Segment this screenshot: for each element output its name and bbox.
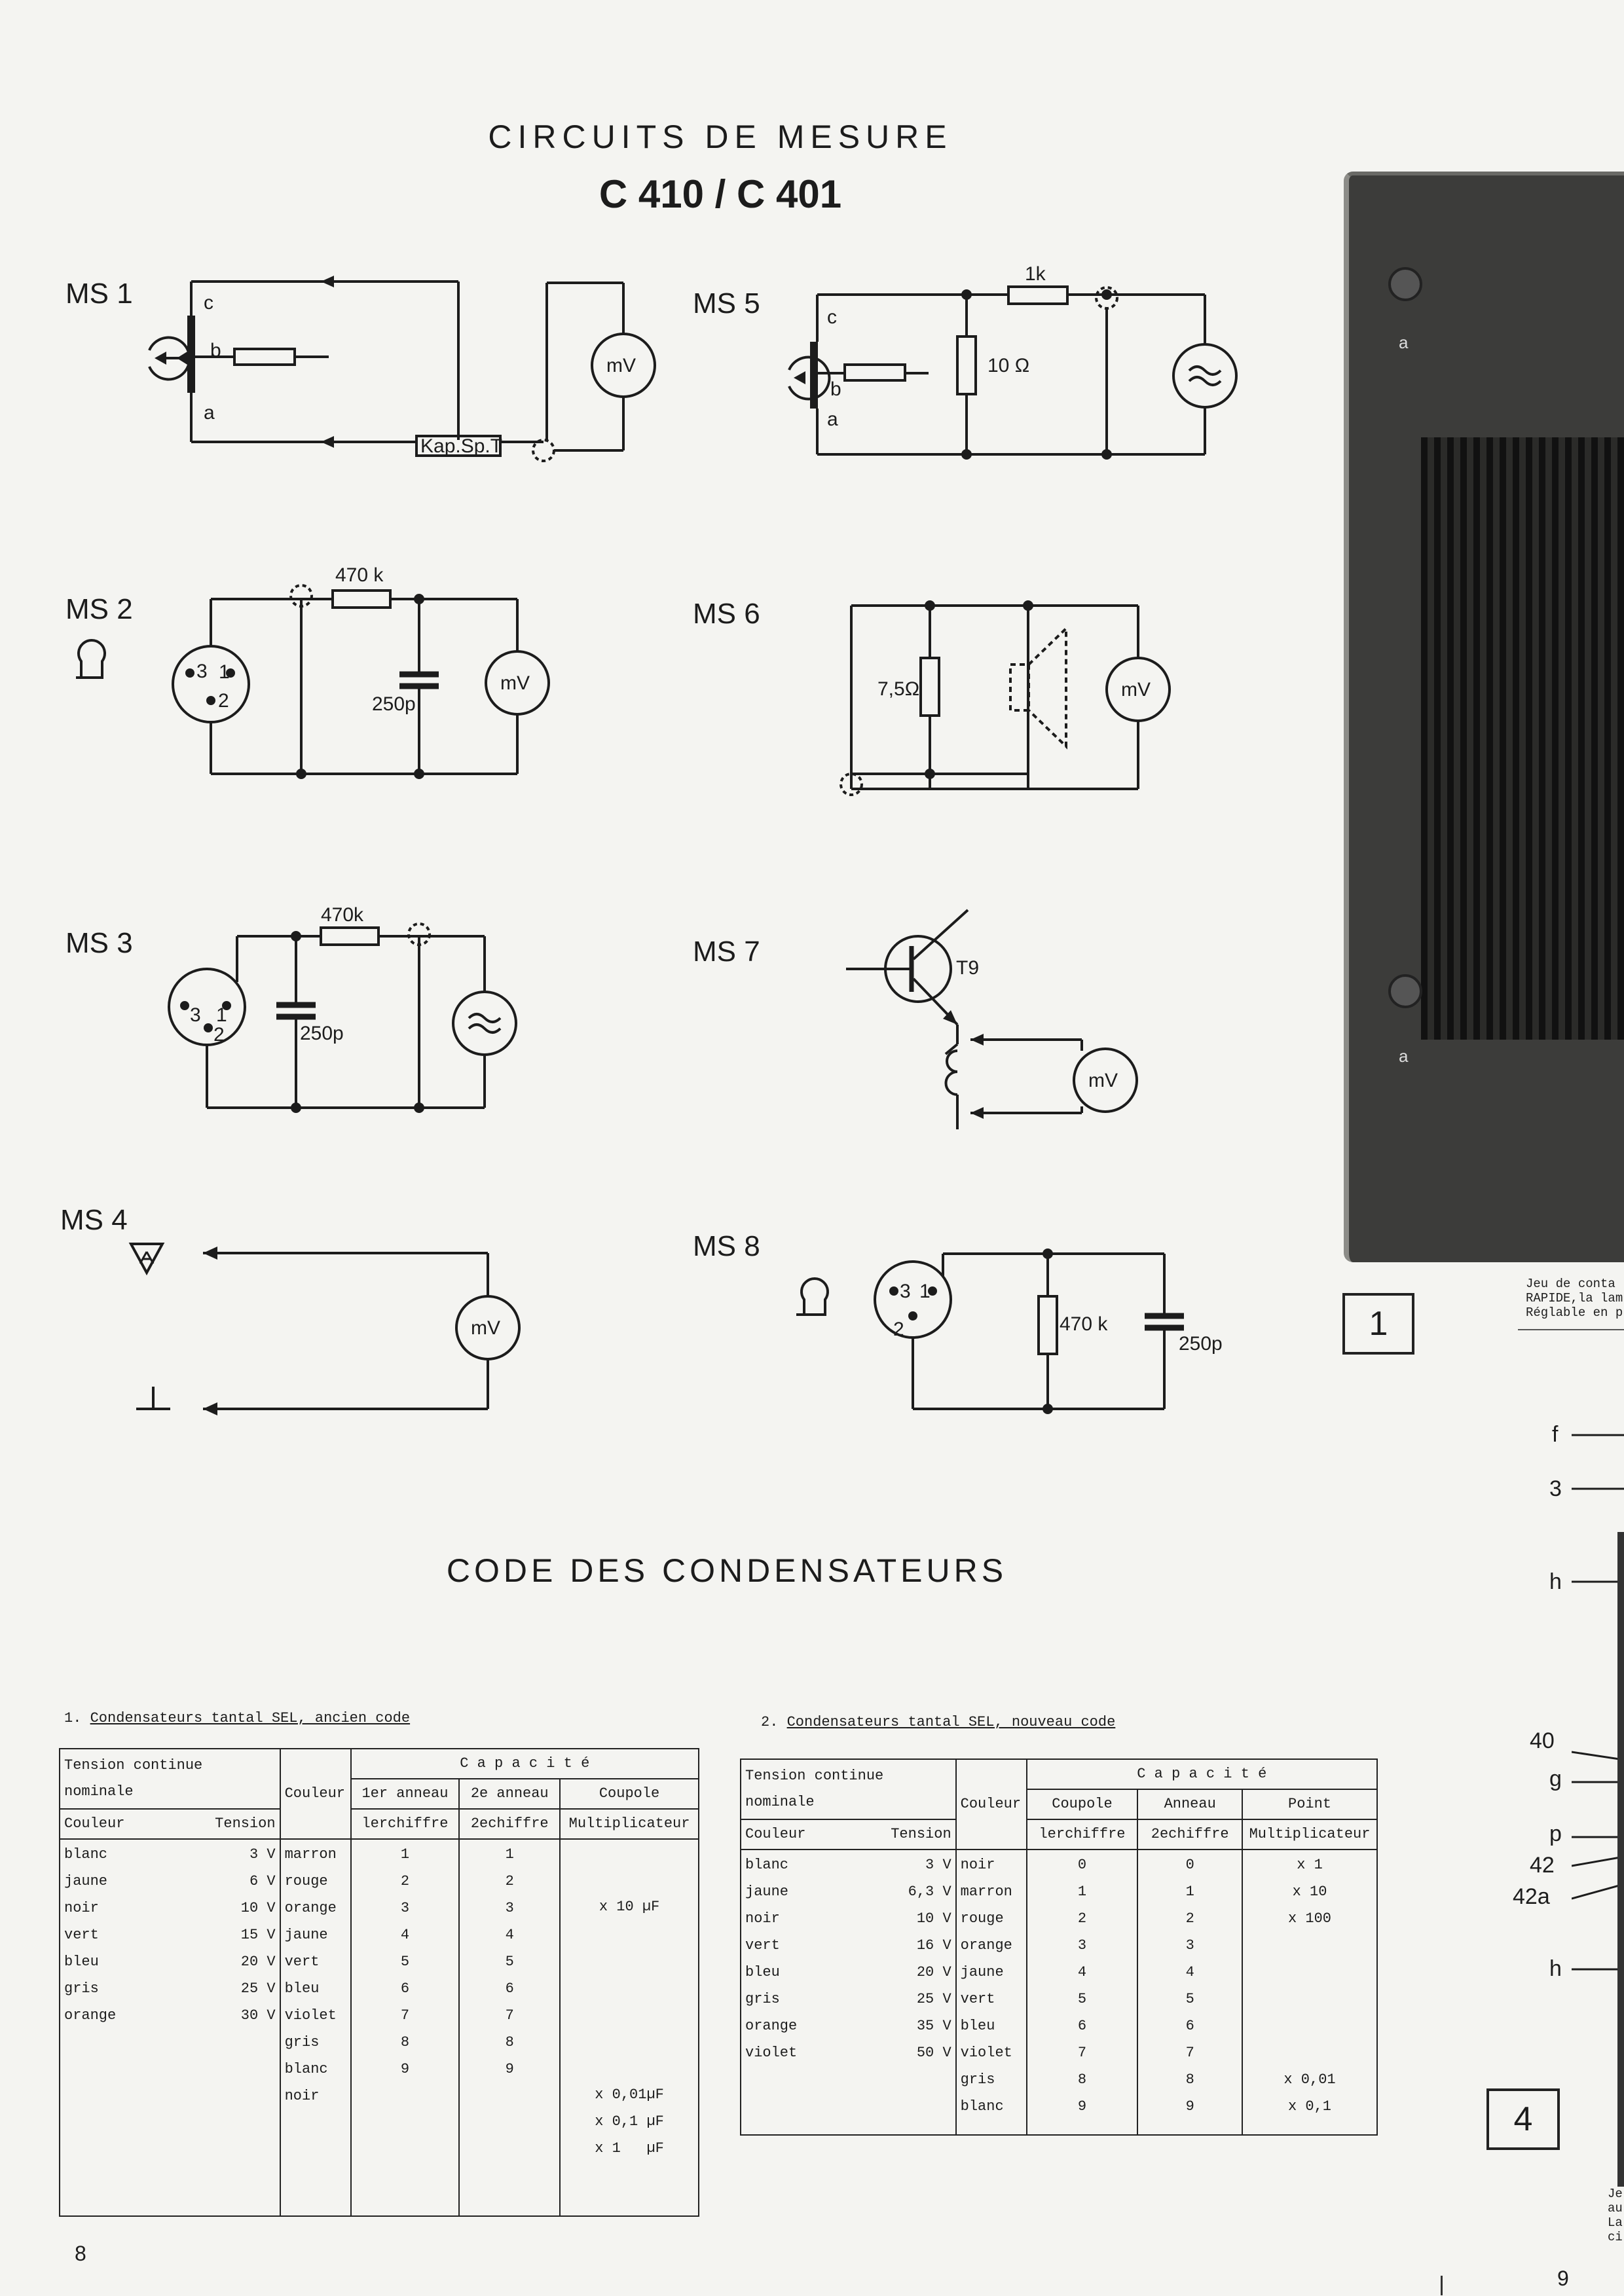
svg-text:c: c: [827, 306, 837, 328]
circuit-ms7: [693, 910, 1137, 1129]
capacitor-code-table-old: Tension continue nominale Couleur C a p a c i t é 1er anneau 2e anneau Coupole Couleur Tension lerchiffre 2echiffre Multiplicateur blanc jaune noir vert bleu gris orange 3 V 6 V 10 V 15 V 20 V 25 V 30 V marron rouge orange jaune vert bleu violet gris blanc noir 1 2 3 4 5 6 7 8 9 1 2 3 4 5 6 7 8 9 x 10 µF x 0,01µF x 0,1 µF x 1 µF: [59, 1748, 699, 2217]
ms8-din-socket: [875, 1262, 951, 1338]
header-capacite: C a p a c i t é: [1027, 1759, 1377, 1789]
header-tension-nominale: Tension continue nominale: [741, 1759, 956, 1819]
svg-text:7,5Ω: 7,5Ω: [877, 678, 920, 700]
digit1-list: 0 1 2 3 4 5 6 7 8 9: [1027, 1850, 1138, 2135]
svg-text:MS 4: MS 4: [60, 1204, 128, 1236]
section-title: CODE DES CONDENSATEURS: [446, 1552, 1008, 1589]
ms6-speaker: [1010, 665, 1029, 710]
page-number-left: 8: [75, 2242, 86, 2265]
svg-text:2: 2: [893, 1319, 904, 1340]
svg-text:MS 8: MS 8: [693, 1230, 760, 1262]
label-a-top: a: [1399, 333, 1409, 352]
svg-text:1: 1: [216, 1004, 227, 1026]
cap-color-list: noir marron rouge orange jaune vert bleu violet gris blanc: [956, 1850, 1027, 2135]
ms2-din-socket: [173, 646, 249, 722]
svg-text:250p: 250p: [1179, 1333, 1223, 1355]
svg-text:mV: mV: [606, 355, 636, 376]
svg-text:mV: mV: [500, 672, 530, 694]
svg-text:250p: 250p: [372, 693, 416, 715]
callout-label: 42: [1530, 1853, 1555, 1878]
svg-text:470k: 470k: [321, 904, 364, 926]
multiplier-list: x 1 x 10 x 100 x 0,01 x 0,1: [1242, 1850, 1377, 2135]
svg-text:mV: mV: [471, 1317, 500, 1339]
multiplier-list: x 10 µF x 0,01µF x 0,1 µF x 1 µF: [560, 1839, 699, 2216]
voltage-color-list: blanc jaune noir vert bleu gris orange violet: [741, 1850, 871, 2135]
header-tension-nominale: Tension continue nominale: [60, 1749, 280, 1809]
digit1-list: 1 2 3 4 5 6 7 8 9: [351, 1839, 460, 2216]
ms8-speaker-symbol: [796, 1279, 828, 1315]
svg-text:a: a: [204, 402, 215, 424]
callout-label: g: [1549, 1766, 1562, 1791]
header-capacite: C a p a c i t é: [351, 1749, 699, 1779]
screw-icon: [1388, 974, 1422, 1008]
circuit-ms2: [65, 564, 549, 778]
model-title: C 410 / C 401: [599, 172, 842, 216]
svg-text:250p: 250p: [300, 1023, 344, 1044]
ms2-resistor: [333, 591, 390, 608]
ms8-resistor: [1039, 1296, 1057, 1354]
voltage-list: 3 V 6 V 10 V 15 V 20 V 25 V 30 V: [198, 1839, 280, 2216]
callout-label: h: [1549, 1956, 1562, 1981]
ms5-resistor-10: [957, 337, 976, 394]
svg-text:T9: T9: [956, 957, 980, 979]
svg-text:b: b: [210, 340, 221, 361]
ms2-speaker-symbol: [76, 640, 105, 678]
screw-icon: [1388, 267, 1422, 301]
figure-caption: Jeu de conta RAPIDE,la lam Réglable en p: [1526, 1277, 1623, 1320]
svg-text:MS 7: MS 7: [693, 936, 760, 968]
ms1-switch-label: Kap.Sp.T: [420, 435, 503, 457]
ms3-resistor: [321, 928, 378, 945]
svg-text:2: 2: [218, 690, 229, 712]
ms3-generator: [453, 992, 516, 1055]
svg-text:mV: mV: [1088, 1070, 1118, 1091]
cap-color-list: marron rouge orange jaune vert bleu violet gris blanc noir: [280, 1839, 351, 2216]
svg-text:470 k: 470 k: [1060, 1313, 1108, 1335]
svg-text:MS 2: MS 2: [65, 593, 133, 625]
device-photo: [1344, 172, 1624, 1262]
ms1-resistor: [234, 349, 295, 365]
svg-text:b: b: [830, 378, 841, 400]
table-old-title: 1. Condensateurs tantal SEL, ancien code: [64, 1710, 411, 1726]
circuit-ms4: [60, 1204, 519, 1415]
figure-number-1: 1: [1342, 1293, 1414, 1355]
svg-text:3: 3: [196, 661, 208, 682]
svg-text:10 Ω: 10 Ω: [987, 355, 1030, 376]
svg-text:2: 2: [213, 1024, 225, 1046]
callout-label: 3: [1549, 1476, 1562, 1501]
svg-text:1: 1: [219, 661, 230, 683]
page-number-right: 9: [1557, 2267, 1569, 2290]
voltage-color-list: blanc jaune noir vert bleu gris orange: [60, 1839, 198, 2216]
figure-number-4: 4: [1486, 2088, 1560, 2150]
ms1-label: MS 1: [65, 278, 133, 310]
ms1-potentiometer: [187, 316, 195, 393]
circuit-ms1: [65, 276, 655, 461]
ms7-jack: [947, 1051, 957, 1072]
capacitor-code-table-new: Tension continue nominale Couleur C a p a c i t é Coupole Anneau Point Couleur Tension lerchiffre 2echiffre Multiplicateur blanc jaune noir vert bleu gris orange violet 3 V 6,3 V 10 V 16 V 20 V 25 V 35 V 50 V noir marron rouge orange jaune vert bleu violet gris blanc 0 1 2 3 4 5 6 7 8 9 0 1 2 3 4 5 6 7 8 9 x 1 x 10 x 100 x 0,01 x 0,1: [740, 1758, 1378, 2136]
callout-lines: [1572, 1408, 1624, 1984]
callout-label: p: [1549, 1821, 1562, 1846]
circuit-ms5: [693, 263, 1236, 458]
callout-label: h: [1549, 1569, 1562, 1594]
svg-text:470 k: 470 k: [335, 564, 384, 586]
header-couleur-cap: Couleur: [956, 1759, 1027, 1850]
svg-text:MS 3: MS 3: [65, 927, 133, 959]
ms6-resistor: [921, 658, 939, 716]
callout-label: f: [1552, 1422, 1559, 1447]
callout-label: 42a: [1513, 1884, 1550, 1909]
page-title: CIRCUITS DE MESURE: [488, 118, 953, 155]
device-side-edge: [1617, 1532, 1624, 2187]
svg-text:MS 6: MS 6: [693, 598, 760, 630]
svg-text:mV: mV: [1121, 679, 1151, 701]
table-new-title: 2. Condensateurs tantal SEL, nouveau code: [761, 1714, 1116, 1730]
svg-text:3: 3: [900, 1281, 911, 1302]
voltage-list: 3 V 6,3 V 10 V 16 V 20 V 25 V 35 V 50 V: [871, 1850, 956, 2135]
device-vent-grille: [1421, 437, 1624, 1040]
circuit-ms8: [693, 1230, 1223, 1413]
callout-label: 40: [1530, 1728, 1555, 1753]
svg-text:1: 1: [919, 1281, 931, 1302]
svg-text:c: c: [204, 292, 213, 314]
ms5-generator: [1173, 344, 1236, 407]
header-couleur-cap: Couleur: [280, 1749, 351, 1839]
bottom-right-text: Je au La ci: [1608, 2187, 1623, 2244]
digit2-list: 0 1 2 3 4 5 6 7 8 9: [1137, 1850, 1242, 2135]
svg-text:a: a: [827, 409, 838, 430]
circuit-ms3: [65, 904, 516, 1112]
label-a-bottom: a: [1399, 1046, 1409, 1066]
ms5-resistor-wiper: [845, 365, 905, 380]
svg-text:1k: 1k: [1025, 263, 1046, 285]
circuit-ms6: [693, 598, 1170, 795]
page-fold-mark: [1441, 2276, 1443, 2295]
svg-text:MS 5: MS 5: [693, 287, 760, 319]
digit2-list: 1 2 3 4 5 6 7 8 9: [459, 1839, 560, 2216]
svg-text:3: 3: [190, 1004, 201, 1026]
ms5-resistor-1k: [1008, 287, 1067, 304]
